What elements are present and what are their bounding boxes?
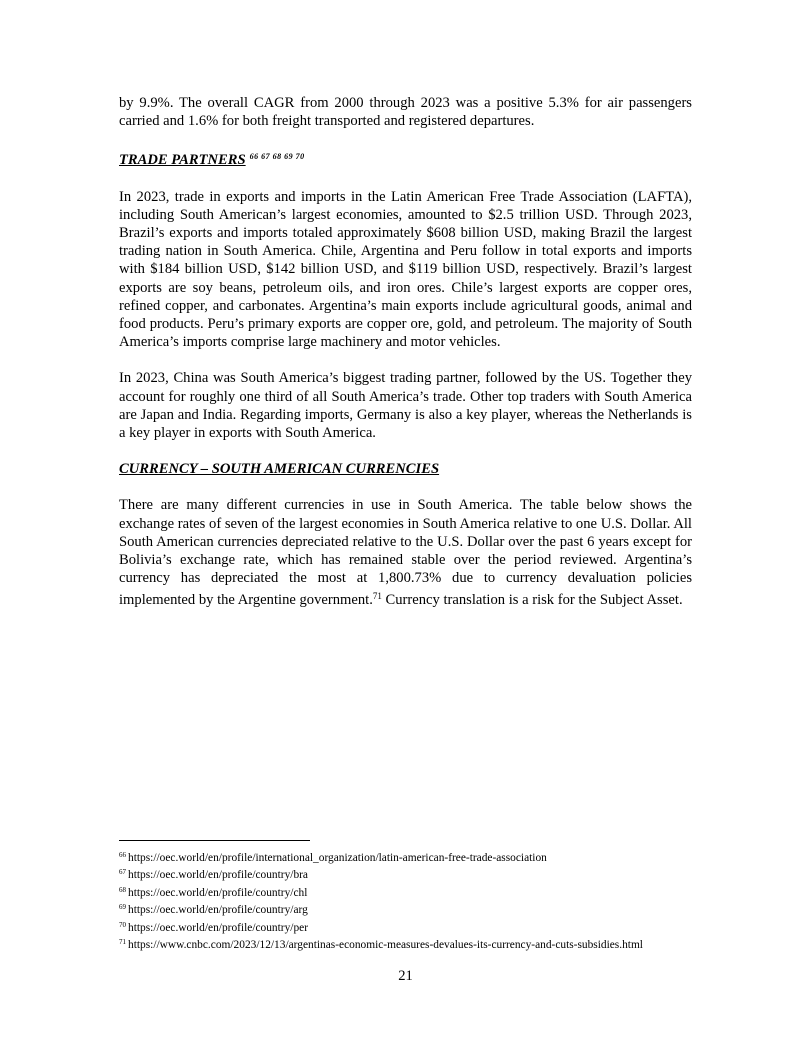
heading-trade-partners [119, 148, 692, 169]
paragraph-currency [119, 496, 692, 609]
footnote-ref-71: 71 [372, 591, 382, 602]
footnote-66 [119, 848, 679, 865]
footnote-text: https://oec.world/en/profile/country/per [128, 921, 308, 934]
footnote-number: 71 [119, 938, 126, 947]
paragraph-trade-partners: In 2023, China was South America’s biggest trading partner, followed by the US. Together they account for roughly one third of all South America’s trade. Other top traders with South America are Japan and India. Regarding imports, Germany is also a key player, whereas the Netherlands is a key player in exports with South America. [119, 370, 692, 442]
heading-trade-partners-text: TRADE PARTNERS [119, 152, 246, 169]
footnote-71 [119, 935, 679, 952]
footnote-number: 69 [119, 903, 126, 912]
footnote-number: 70 [119, 920, 126, 929]
paragraph-currency-main: There are many different currencies in use in South America. The table below shows the exchange rates of seven of the largest economies in South America relative to one U.S. Dollar. All South American currencies depreciated relative to the U.S. Dollar over the past 6 years except for Bolivia’s exchange rate, which has remained stable over the period reviewed. Argentina’s currency has depreciated the most at 1,800.73% due to currency devaluation policies implemented by the Argentine government. [119, 497, 692, 609]
footnote-number: 68 [119, 885, 126, 894]
footnote-70 [119, 918, 679, 935]
footnote-number: 66 [119, 851, 126, 859]
paragraph-trade-lafta: In 2023, trade in exports and imports in the Latin American Free Trade Association (LAFTA), including South American’s largest economies, amounted to $2.5 trillion USD. Through 2023, Brazil’s exports and imports totaled approximately $608 billion USD, making Brazil the largest trading nation in South America. Chile, Argentina and Peru follow in total exports and imports with $184 billion USD, $142 billion USD, and $119 billion USD, respectively. Brazil’s largest exports are soy beans, petroleum oils, and iron ores. Chile’s largest exports are copper ores, refined copper, and carbonates. Argentina’s main exports include agricultural goods, animal and food products. Peru’s primary exports are copper ore, gold, and petroleum. The majority of South America’s imports comprise large machinery and motor vehicles. [119, 188, 692, 351]
footnote-text: https://oec.world/en/profile/international_organization/latin-american-free-trade-association [128, 852, 547, 864]
footnote-text: https://oec.world/en/profile/country/arg [128, 904, 308, 917]
trade-footnote-refs: 66 67 68 69 70 [249, 152, 305, 162]
footnote-separator [119, 840, 310, 841]
page-number: 21 [398, 968, 413, 984]
body-content [119, 94, 692, 610]
footnote-number: 67 [119, 868, 126, 877]
paragraph-currency-end: Currency translation is a risk for the Subject Asset. [381, 592, 683, 609]
footnote-text: https://oec.world/en/profile/country/bra [128, 869, 308, 882]
footnote-67 [119, 865, 679, 882]
footnote-text: https://oec.world/en/profile/country/chl [128, 886, 308, 899]
footnotes [119, 848, 679, 952]
footnote-text: https://www.cnbc.com/2023/12/13/argentinas-economic-measures-devalues-its-currency-and-cuts-subsidies.html [128, 939, 643, 952]
heading-currency: CURRENCY – SOUTH AMERICAN CURRENCIES [119, 461, 440, 478]
footnote-68 [119, 883, 679, 900]
footnote-69 [119, 900, 679, 917]
paragraph-air-transport: by 9.9%. The overall CAGR from 2000 through 2023 was a positive 5.3% for air passengers carried and 1.6% for both freight transported and registered departures. [119, 95, 692, 130]
